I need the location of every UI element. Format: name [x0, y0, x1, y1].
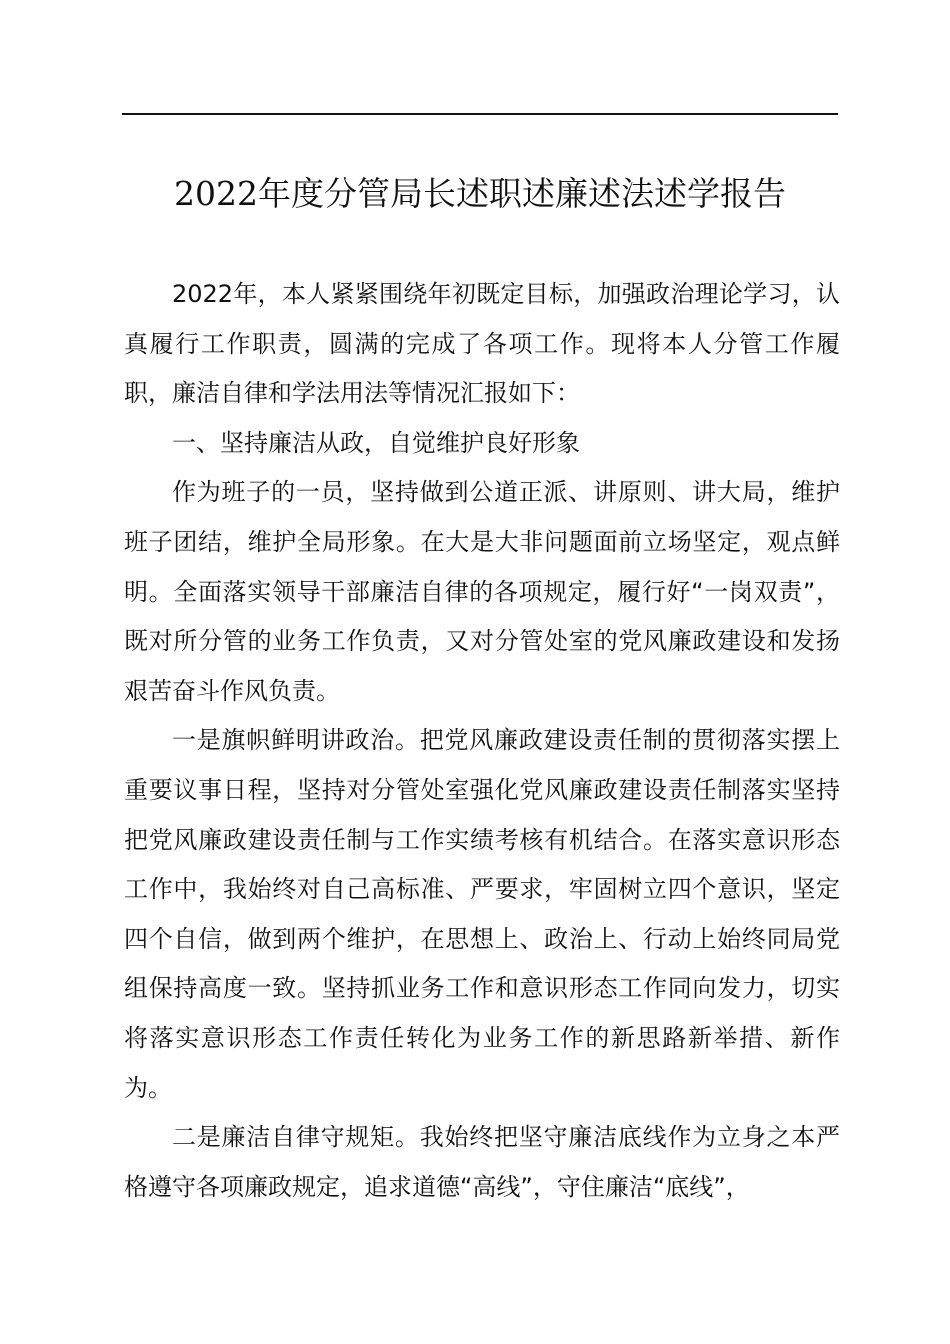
document-title: 2022年度分管局长述职述廉述法述学报告	[174, 174, 786, 213]
paragraph-role: 作为班子的一员，坚持做到公道正派、讲原则、讲大局，维护班子团结，维护全局形象。在大是大非问题面前立场坚定，观点鲜明。全面落实领导干部廉洁自律的各项规定，履行好“一岗双责”，既对所分管的业务工作负责，又对分管处室的党风廉政建设和发扬艰苦奋斗作风负责。	[124, 478, 840, 705]
paragraph-integrity: 二是廉洁自律守规矩。我始终把坚守廉洁底线作为立身之本严格遵守各项廉政规定，追求道德“高线”，守住廉洁“底线”，	[124, 1123, 840, 1201]
paragraph-intro: 2022年，本人紧紧围绕年初既定目标，加强政治理论学习，认真履行工作职责，圆满的完成了各项工作。现将本人分管工作履职，廉洁自律和学法用法等情况汇报如下：	[124, 280, 840, 408]
section-heading-1: 一、坚持廉洁从政，自觉维护良好形象	[172, 428, 580, 457]
document-body	[124, 270, 840, 1212]
paragraph-politics: 一是旗帜鲜明讲政治。把党风廉政建设责任制的贯彻落实摆上重要议事日程，坚持对分管处室强化党风廉政建设责任制落实坚持把党风廉政建设责任制与工作实绩考核有机结合。在落实意识形态工作中，我始终对自己高标准、严要求，牢固树立四个意识，坚定四个自信，做到两个维护，在思想上、政治上、行动上始终同局党组保持高度一致。坚持抓业务工作和意识形态工作同向发力，切实将落实意识形态工作责任转化为业务工作的新思路新举措、新作为。	[124, 726, 840, 1102]
header-rule	[122, 113, 838, 115]
